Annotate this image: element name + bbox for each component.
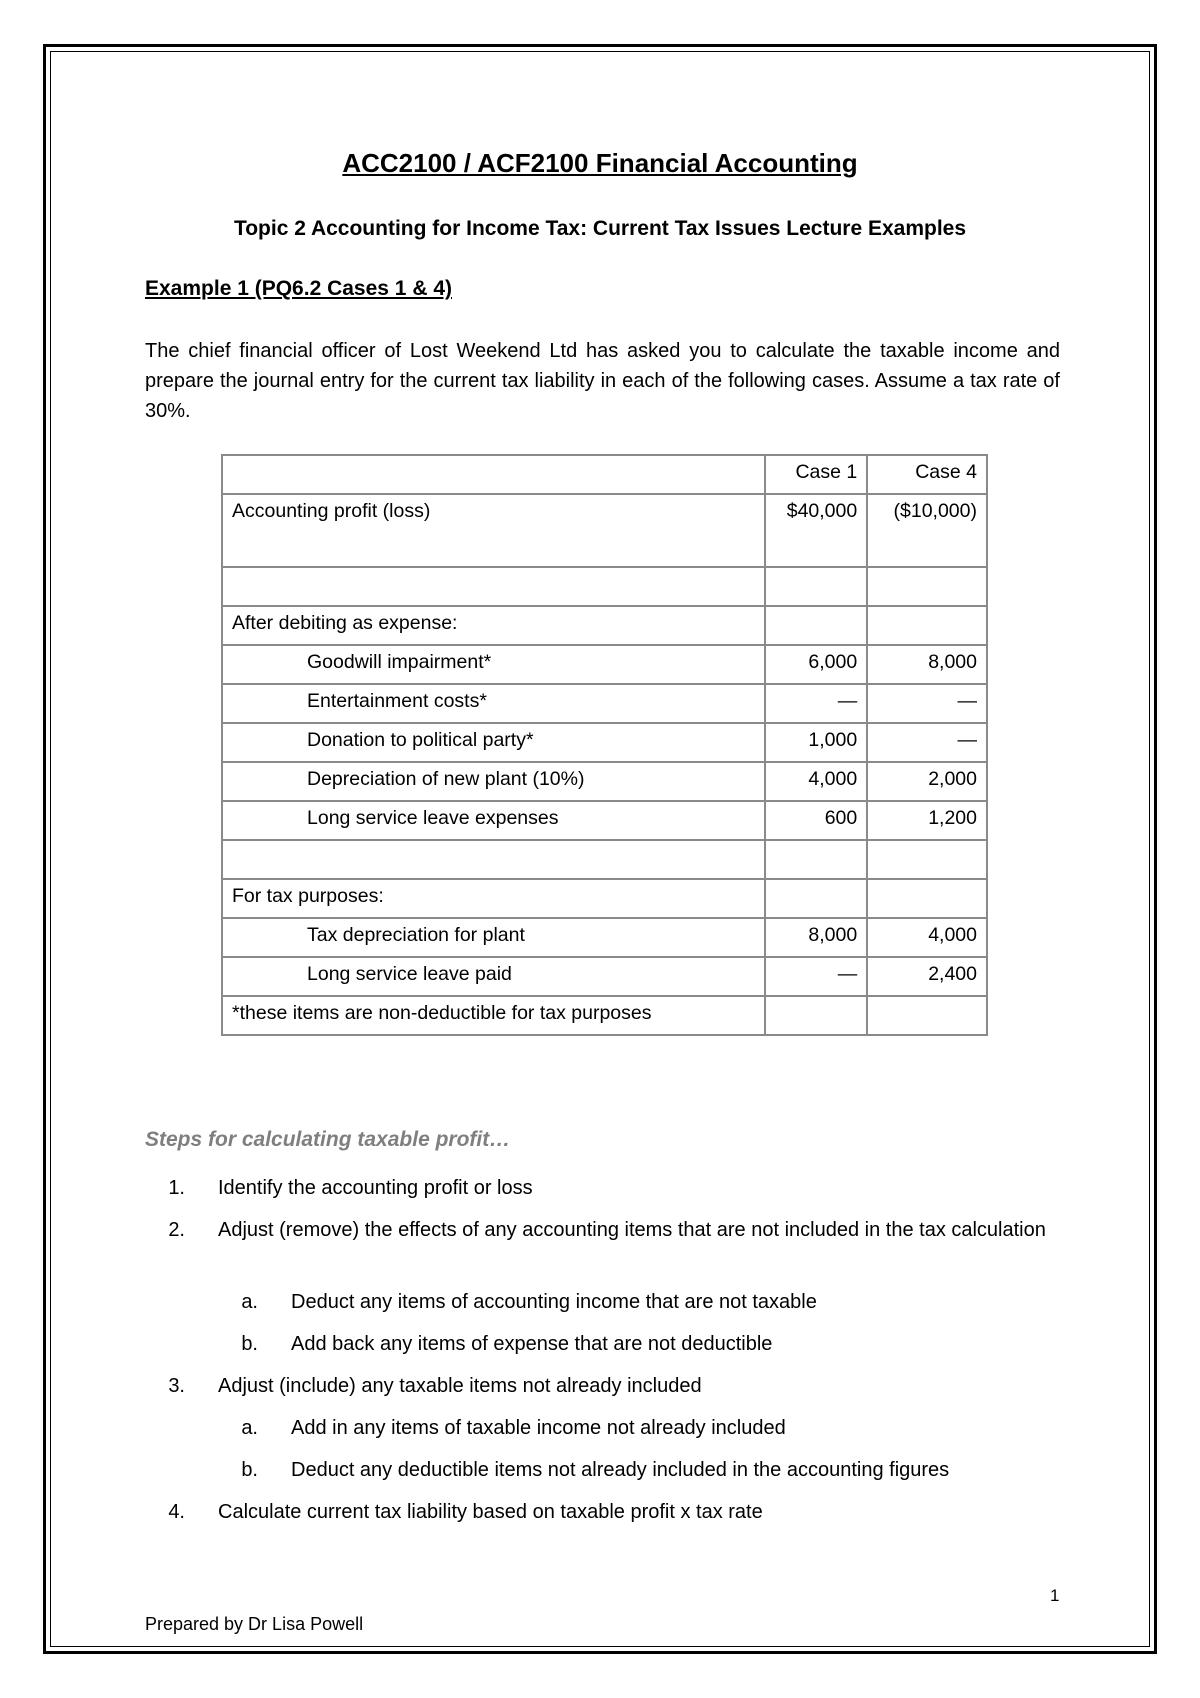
example-heading: Example 1 (PQ6.2 Cases 1 & 4) (145, 277, 452, 300)
case4-value: 4,000 (867, 918, 987, 957)
list-marker: 3. (168, 1375, 185, 1397)
row-label: Depreciation of new plant (10%) (222, 762, 765, 801)
case1-value (765, 606, 867, 645)
case4-value: — (867, 723, 987, 762)
list-marker: 1. (168, 1177, 185, 1199)
document-title: ACC2100 / ACF2100 Financial Accounting (342, 148, 858, 178)
case1-value: — (765, 684, 867, 723)
row-label: Tax depreciation for plant (222, 918, 765, 957)
list-marker: a. (241, 1417, 258, 1439)
list-marker: 2. (168, 1219, 185, 1241)
table-row (222, 840, 987, 879)
case1-value: 6,000 (765, 645, 867, 684)
table-row (222, 606, 987, 645)
case4-value: 2,400 (867, 957, 987, 996)
table-row (222, 957, 987, 996)
steps-heading: Steps for calculating taxable profit… (145, 1128, 511, 1151)
row-label: Goodwill impairment* (222, 645, 765, 684)
list-text: Adjust (remove) the effects of any accounting items that are not included in the tax calculation (218, 1219, 1046, 1241)
list-marker: a. (241, 1291, 258, 1313)
case1-value: — (765, 957, 867, 996)
table-footnote: *these items are non-deductible for tax purposes (222, 996, 765, 1035)
row-label: Accounting profit (loss) (222, 494, 765, 567)
case4-value (867, 996, 987, 1035)
case4-value (867, 840, 987, 879)
row-label: Long service leave expenses (222, 801, 765, 840)
list-text: Calculate current tax liability based on taxable profit x tax rate (218, 1501, 763, 1523)
table-row (222, 494, 987, 567)
case1-value: 4,000 (765, 762, 867, 801)
row-label: After debiting as expense: (222, 606, 765, 645)
row-label (222, 840, 765, 879)
table-row (222, 645, 987, 684)
row-label: Donation to political party* (222, 723, 765, 762)
prepared-by-footer: Prepared by Dr Lisa Powell (145, 1614, 364, 1634)
table-row (222, 684, 987, 723)
page-number: 1 (1050, 1586, 1060, 1605)
list-text: Add back any items of expense that are not deductible (291, 1333, 773, 1355)
case1-value: $40,000 (765, 494, 867, 567)
case1-value: 8,000 (765, 918, 867, 957)
case4-value: 1,200 (867, 801, 987, 840)
tax-cases-table (221, 454, 988, 1036)
table-header-cell: Case 4 (867, 455, 987, 494)
row-label: For tax purposes: (222, 879, 765, 918)
case4-value (867, 879, 987, 918)
list-text: Deduct any deductible items not already included in the accounting figures (291, 1459, 950, 1481)
table-row (222, 801, 987, 840)
row-label (222, 567, 765, 606)
list-text: Deduct any items of accounting income that are not taxable (291, 1291, 817, 1313)
row-label: Long service leave paid (222, 957, 765, 996)
list-marker: 4. (168, 1501, 185, 1523)
case4-value: ($10,000) (867, 494, 987, 567)
case4-value: 2,000 (867, 762, 987, 801)
table-row (222, 567, 987, 606)
document-subtitle: Topic 2 Accounting for Income Tax: Current Tax Issues Lecture Examples (233, 217, 967, 240)
case4-value (867, 606, 987, 645)
list-text: Identify the accounting profit or loss (218, 1177, 533, 1199)
case4-value (867, 567, 987, 606)
list-marker: b. (241, 1333, 258, 1355)
list-text: Add in any items of taxable income not already included (291, 1417, 786, 1439)
list-text: Adjust (include) any taxable items not already included (218, 1375, 702, 1397)
case1-value (765, 840, 867, 879)
case4-value: — (867, 684, 987, 723)
case1-value (765, 996, 867, 1035)
intro-paragraph: The chief financial officer of Lost Weekend Ltd has asked you to calculate the taxable income and prepare the journal entry for the current tax liability in each of the following cases. Assume a tax rate of 30%. (145, 340, 1060, 422)
table-header-row (222, 455, 987, 494)
case1-value (765, 567, 867, 606)
table-row (222, 762, 987, 801)
case1-value (765, 879, 867, 918)
list-marker: b. (241, 1459, 258, 1481)
row-label: Entertainment costs* (222, 684, 765, 723)
table-row (222, 879, 987, 918)
case1-value: 1,000 (765, 723, 867, 762)
table-header-cell: Case 1 (765, 455, 867, 494)
table-footnote-row (222, 996, 987, 1035)
case1-value: 600 (765, 801, 867, 840)
table-row (222, 723, 987, 762)
case4-value: 8,000 (867, 645, 987, 684)
table-header-cell (222, 455, 765, 494)
table-row (222, 918, 987, 957)
